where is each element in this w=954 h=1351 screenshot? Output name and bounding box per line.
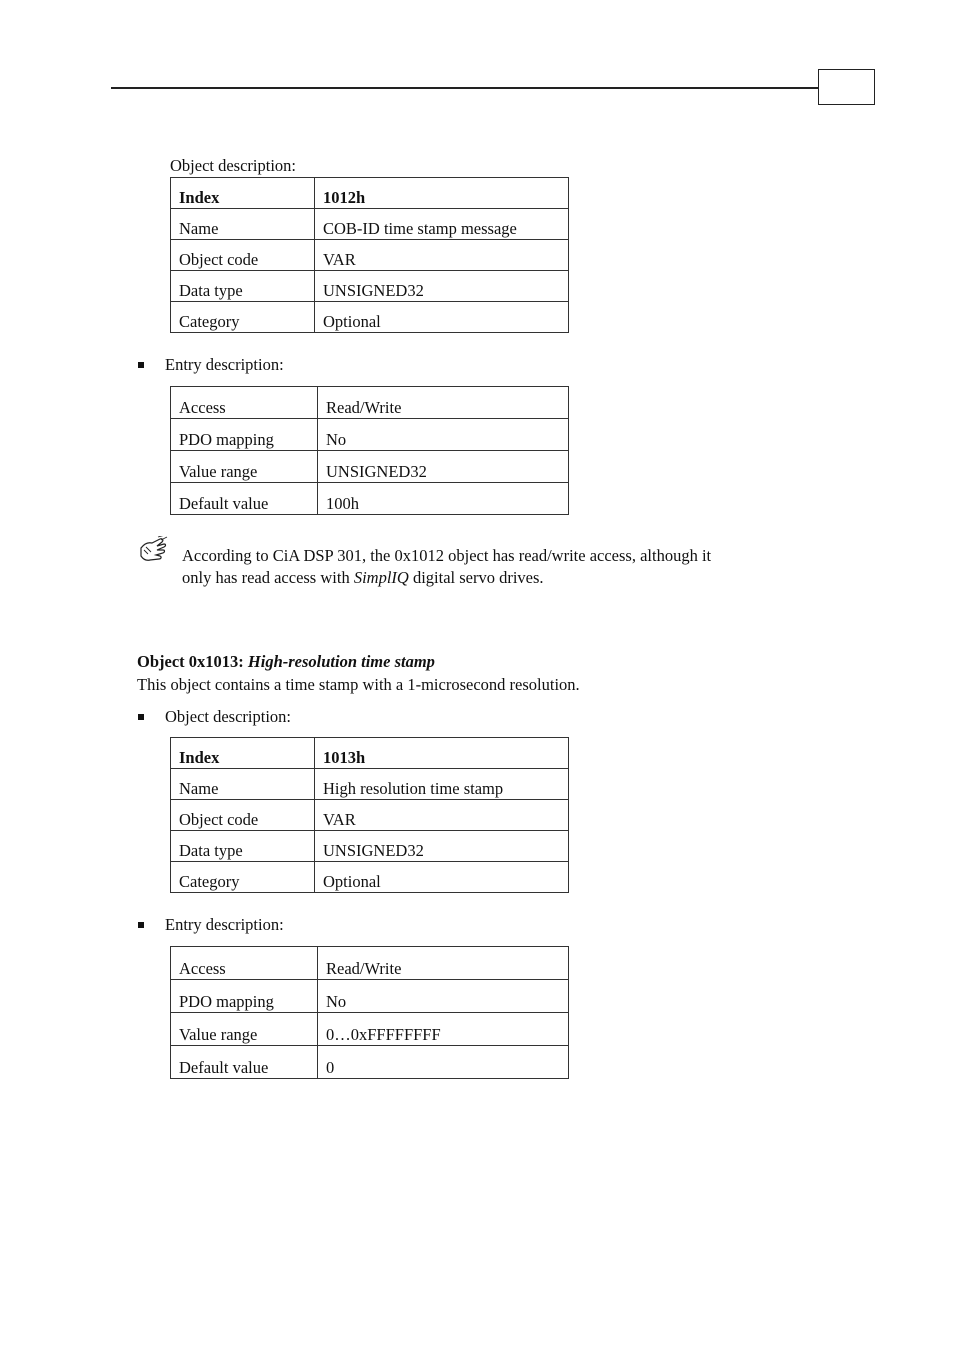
entry-description-label-2: Entry description:: [165, 915, 284, 934]
section-description: This object contains a time stamp with a 1-microsecond resolution.: [137, 675, 580, 694]
table-cell-value: Optional: [315, 862, 569, 893]
table-cell-key: Access: [171, 387, 318, 419]
entry-table-1013: [170, 946, 569, 1079]
table-row: [171, 769, 569, 800]
note-line-2: only has read access with SimplIQ digital servo drives.: [182, 568, 544, 587]
table-cell-value: No: [318, 419, 569, 451]
table-cell-value: COB-ID time stamp message: [315, 209, 569, 240]
table-cell-key: Value range: [171, 451, 318, 483]
table-row: [171, 980, 569, 1013]
table-row: [171, 178, 569, 209]
table-cell-value: VAR: [315, 240, 569, 271]
note-line-1: According to CiA DSP 301, the 0x1012 object has read/write access, although it: [182, 546, 712, 565]
table-cell-value: No: [318, 980, 569, 1013]
table-cell-value: Read/Write: [318, 387, 569, 419]
table-row: [171, 947, 569, 980]
entry-table-1012: [170, 386, 569, 515]
table-cell-key: Data type: [171, 271, 315, 302]
table-row: [171, 271, 569, 302]
table-row: [171, 862, 569, 893]
table-row: [171, 1013, 569, 1046]
table-cell-value: High resolution time stamp: [315, 769, 569, 800]
table-row: [171, 419, 569, 451]
table-cell-key: Category: [171, 302, 315, 333]
table-cell-key: PDO mapping: [171, 419, 318, 451]
table-cell-value: Read/Write: [318, 947, 569, 980]
object-table-1012: [170, 177, 569, 333]
table-cell-value: 1013h: [315, 738, 569, 769]
bullet: [138, 362, 144, 368]
product-name: SimplIQ: [353, 568, 409, 587]
table-cell-key: Object code: [171, 800, 315, 831]
table-cell-value: 0: [318, 1046, 569, 1079]
bullet: [138, 714, 144, 720]
table-cell-key: Name: [171, 769, 315, 800]
table-cell-value: UNSIGNED32: [315, 271, 569, 302]
note-hand-icon: [138, 536, 170, 566]
header-rule: [111, 87, 819, 89]
table-cell-key: Index: [171, 178, 315, 209]
table-cell-key: Default value: [171, 483, 318, 515]
table-cell-key: Default value: [171, 1046, 318, 1079]
table-cell-key: Data type: [171, 831, 315, 862]
section-heading-0x1013: Object 0x1013: High-resolution time stamp: [137, 652, 435, 671]
table-row: [171, 302, 569, 333]
object-description-label-2: Object description:: [165, 707, 292, 726]
table-row: [171, 738, 569, 769]
table-cell-value: UNSIGNED32: [315, 831, 569, 862]
page-number-box: [818, 69, 875, 105]
table-row: [171, 831, 569, 862]
table-cell-key: Access: [171, 947, 318, 980]
table-row: [171, 483, 569, 515]
table-cell-key: Category: [171, 862, 315, 893]
table-cell-value: 1012h: [315, 178, 569, 209]
table-cell-key: Name: [171, 209, 315, 240]
table-row: [171, 800, 569, 831]
table-row: [171, 209, 569, 240]
table-cell-key: Value range: [171, 1013, 318, 1046]
table-row: [171, 387, 569, 419]
table-row: [171, 240, 569, 271]
table-row: [171, 1046, 569, 1079]
object-description-label-1: Object description:: [170, 156, 297, 175]
bullet: [138, 922, 144, 928]
table-cell-value: Optional: [315, 302, 569, 333]
table-cell-key: PDO mapping: [171, 980, 318, 1013]
table-cell-key: Object code: [171, 240, 315, 271]
table-cell-key: Index: [171, 738, 315, 769]
table-cell-value: 0…0xFFFFFFFF: [318, 1013, 569, 1046]
entry-description-label-1: Entry description:: [165, 355, 284, 374]
object-table-1013: [170, 737, 569, 893]
table-row: [171, 451, 569, 483]
table-cell-value: VAR: [315, 800, 569, 831]
table-cell-value: UNSIGNED32: [318, 451, 569, 483]
table-cell-value: 100h: [318, 483, 569, 515]
